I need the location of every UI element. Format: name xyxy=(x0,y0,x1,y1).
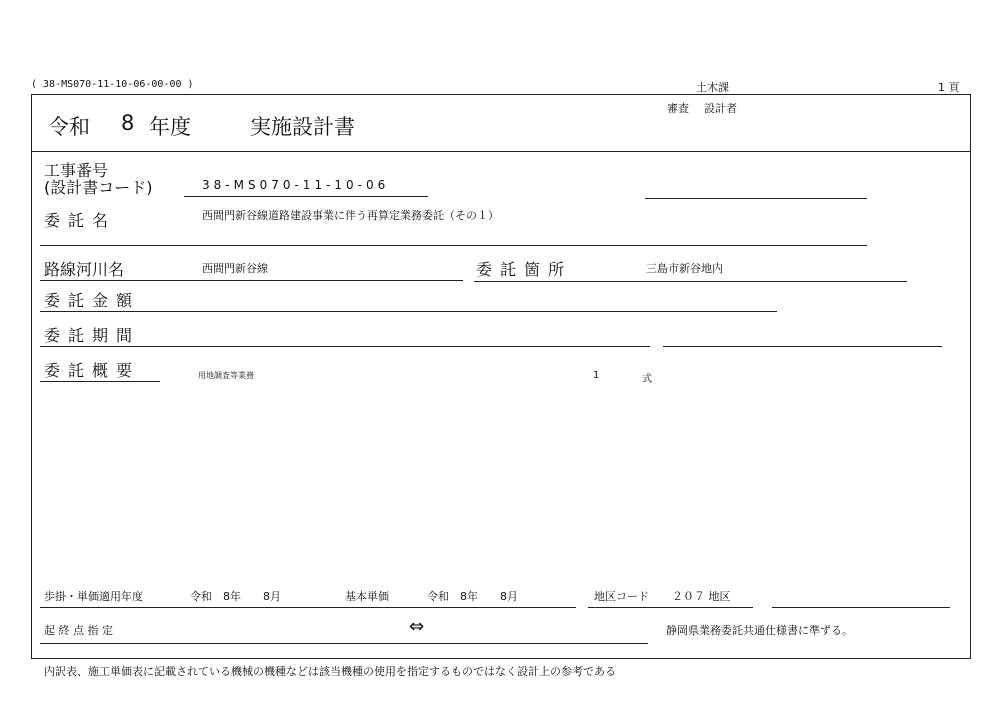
location-label: 委託箇所 xyxy=(476,260,573,279)
start-end-underline xyxy=(40,643,648,644)
route-label: 路線河川名 xyxy=(44,260,125,279)
design-code-value: 38-MS070-11-10-06 xyxy=(202,178,390,192)
review-label: 審査 xyxy=(667,102,689,115)
summary-label: 委託概要 xyxy=(44,361,141,380)
double-arrow-icon: ⇔ xyxy=(409,616,425,637)
designer-label: 設計者 xyxy=(704,102,737,115)
area-code-value: ２０７ 地区 xyxy=(672,590,731,603)
footer-note: 内訳表、施工単価表に記載されている機械の機種などは該当機種の使用を指定するものではなく設計上の参考である xyxy=(44,665,616,678)
construction-no-label: 工事番号 xyxy=(44,161,109,180)
era-label: 令和 xyxy=(48,115,90,139)
right-blank-line-1 xyxy=(645,198,867,199)
right-blank-line-2 xyxy=(663,346,942,347)
design-code-label: (設計書コード) xyxy=(44,178,153,197)
summary-underline xyxy=(40,381,160,382)
page-number: 1 頁 xyxy=(938,81,960,94)
summary-unit: 式 xyxy=(642,374,652,385)
period-underline xyxy=(40,346,650,347)
form-frame xyxy=(31,94,971,659)
department: 土木課 xyxy=(696,81,729,94)
area-code-label: 地区コード xyxy=(594,590,649,603)
design-code-underline xyxy=(184,196,428,197)
page-title: 実施設計書 xyxy=(250,115,355,139)
amount-label: 委託金額 xyxy=(44,291,141,310)
document-code: ( 38-MS070-11-10-06-00-00 ) xyxy=(31,79,194,90)
summary-item: 用地調査等業務 xyxy=(198,371,254,380)
summary-quantity: 1 xyxy=(593,370,600,381)
unit-price-year-label: 歩掛・単価適用年度 xyxy=(44,590,143,603)
commission-name-label: 委託名 xyxy=(44,211,117,230)
period-label: 委託期間 xyxy=(44,326,141,345)
route-underline xyxy=(40,280,463,281)
location-value: 三島市新谷地内 xyxy=(646,262,723,275)
fiscal-year-suffix: 年度 xyxy=(149,115,191,139)
spec-note: 静岡県業務委託共通仕様書に準ずる。 xyxy=(666,624,853,637)
unit-price-year-value: 令和 8年 8月 xyxy=(190,590,281,603)
right-blank-line-3 xyxy=(772,607,950,608)
base-price-label: 基本単価 xyxy=(345,590,389,603)
start-end-label: 起 終 点 指 定 xyxy=(44,624,113,637)
commission-name-underline xyxy=(40,245,867,246)
amount-underline xyxy=(40,311,777,312)
fiscal-year: 8 xyxy=(121,111,135,135)
base-price-value: 令和 8年 8月 xyxy=(427,590,518,603)
unit-price-underline xyxy=(40,607,576,608)
commission-name-value: 西間門新谷線道路建設事業に伴う再算定業務委託（その１） xyxy=(202,209,499,222)
location-underline xyxy=(474,281,907,282)
title-divider xyxy=(31,151,971,152)
route-value: 西間門新谷線 xyxy=(202,262,268,275)
area-code-underline xyxy=(588,607,753,608)
